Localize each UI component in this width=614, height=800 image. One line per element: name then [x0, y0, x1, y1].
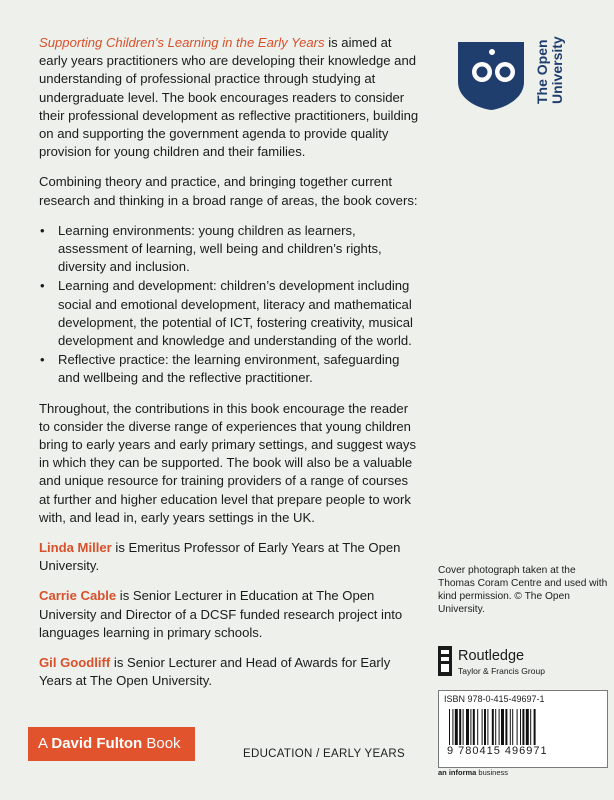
author-bio: is Emeritus Professor of Early Years at The Open University.: [39, 540, 401, 574]
cover-photo-credit: Cover photograph taken at the Thomas Coram Centre and used with kind permission. © The Open University.: [438, 565, 608, 615]
ou-line2: University: [549, 36, 565, 104]
author-bio: is Senior Lecturer and Head of Awards for Early Years at The Open University.: [39, 655, 391, 689]
ou-line1: The Open: [534, 39, 550, 104]
fulton-name: David Fulton: [51, 735, 143, 752]
list-item: • Reflective practice: the learning environment, safeguarding and wellbeing and the reflective practitioner.: [39, 351, 419, 387]
intro-text: is aimed at early years practitioners who are developing their knowledge and understanding of professional practice through studying at undergraduate level. The book encourages readers to consider their professional development as reflective practitioners, building on and supporting the government agenda to provide quality provision for young children and their families.: [39, 35, 419, 160]
author-bio: is Senior Lecturer in Education at The Open University and Director of a DCSF funded research project into languages learning in primary schools.: [39, 588, 403, 640]
author-name: Linda Miller: [39, 540, 112, 556]
category-label: EDUCATION / EARLY YEARS: [243, 748, 405, 760]
fulton-prefix: A: [38, 735, 52, 752]
isbn-label: ISBN 978-0-415-49697-1: [444, 694, 545, 704]
bio-carrie-cable: [39, 587, 419, 642]
barcode-number: 9 780415 496971: [447, 745, 548, 757]
covers-intro: Combining theory and practice, and bringing together current research and thinking in a broad range of areas, the book covers:: [39, 174, 418, 208]
barcode-box: [438, 690, 608, 768]
list-item: • Learning environments: young children as learners, assessment of learning, well being and children’s rights, diversity and inclusion.: [39, 222, 419, 277]
covers-list: [39, 222, 419, 388]
open-university-wordmark: [535, 29, 565, 104]
routledge-tower-icon: [438, 646, 452, 676]
informa-rest: business: [476, 768, 509, 777]
author-name: Gil Goodliff: [39, 655, 111, 671]
routledge-name: Routledge: [458, 648, 525, 664]
throughout-paragraph: Throughout, the contributions in this book encourage the reader to consider the diverse range of experiences that young children bring to early years and early primary settings, and suggest ways in which they can be supported. The book will also be a valuable and unique resource for training providers of a range of courses at further and higher education level that prepare people to work with, and lead in, early years settings in the UK.: [39, 400, 416, 525]
informa-bold: an informa: [438, 768, 477, 777]
fulton-suffix: Book: [142, 735, 181, 752]
intro-paragraph: [39, 34, 419, 161]
author-name: Carrie Cable: [39, 588, 117, 604]
bio-gil-goodliff: [39, 654, 419, 690]
back-cover-text: [39, 34, 419, 703]
bio-linda-miller: [39, 539, 419, 575]
list-item: • Learning and development: children’s development including social and emotional development, literacy and mathematical development, the potential of ICT, fostering creativity, musical development and knowledge and understanding of the world.: [39, 277, 419, 350]
book-title: Supporting Children’s Learning in the Early Years: [39, 35, 325, 50]
informa-business: [438, 768, 508, 777]
routledge-logo: [438, 646, 608, 686]
david-fulton-badge: [28, 727, 195, 761]
routledge-sub: Taylor & Francis Group: [458, 666, 545, 676]
